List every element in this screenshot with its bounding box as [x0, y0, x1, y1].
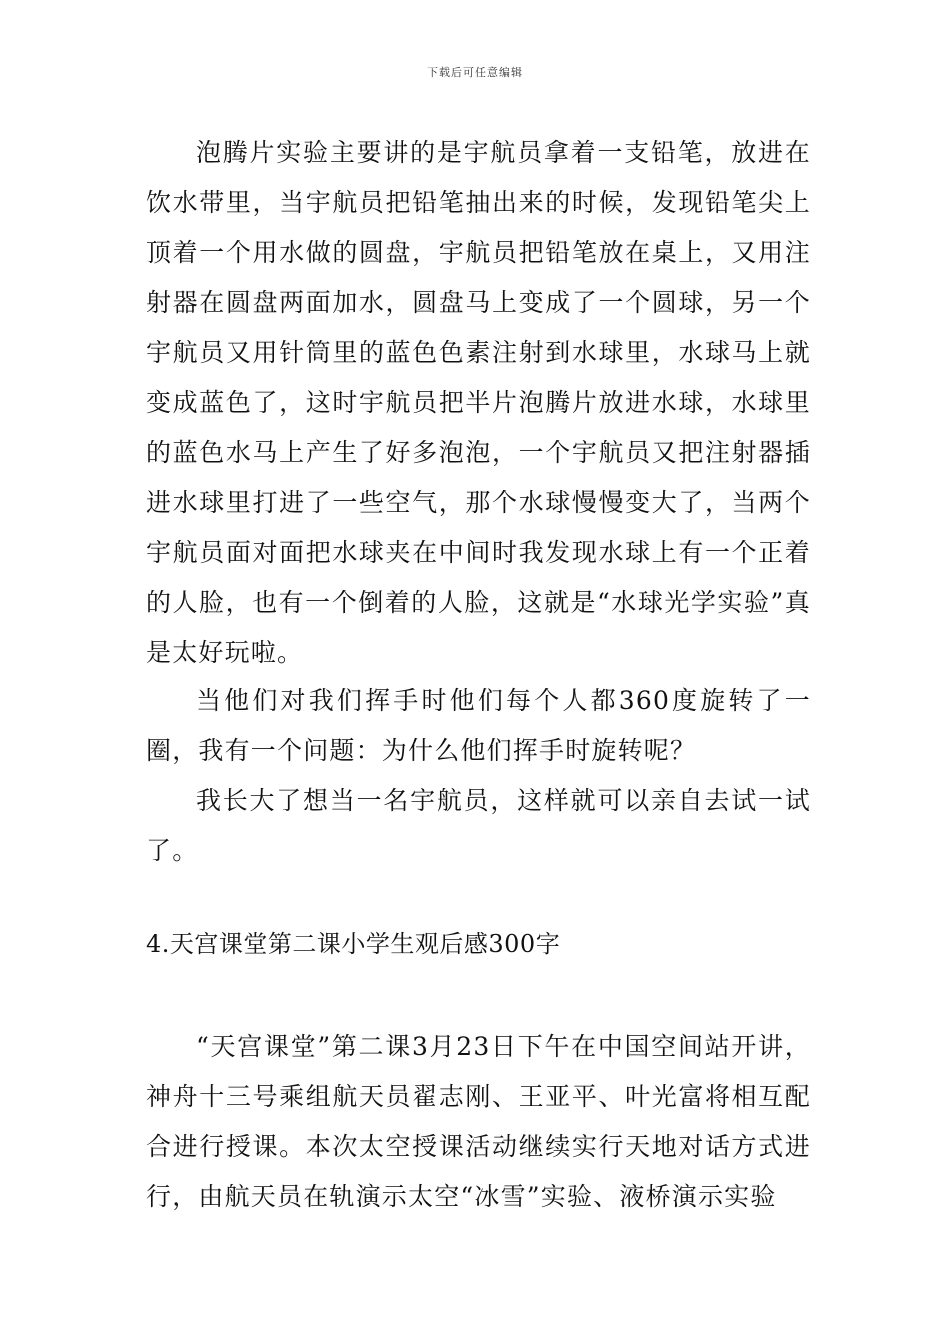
paragraph-effervescent-tablet-experiment: 泡腾片实验主要讲的是宇航员拿着一支铅笔，放进在饮水带里，当宇航员把铅笔抽出来的时候，发现铅笔尖上顶着一个用水做的圆盘，宇航员把铅笔放在桌上，又用注射器在圆盘两面加水，圆盘马上变成了一个圆球，另一个宇航员又用针筒里的蓝色色素注射到水球里，水球马上就变成蓝色了，这时宇航员把半片泡腾片放进水球，水球里的蓝色水马上产生了好多泡泡，一个宇航员又把注射器插进水球里打进了一些空气，那个水球慢慢变大了，当两个宇航员面对面把水球夹在中间时我发现水球上有一个正着的人脸，也有一个倒着的人脸，这就是“水球光学实验”真是太好玩啦。: [146, 138, 811, 667]
paragraph-future-astronaut-wish: 我长大了想当一名宇航员，这样就可以亲自去试一试了。: [146, 786, 811, 865]
section-heading: 4.天宫课堂第二课小学生观后感300字: [146, 930, 561, 958]
paragraph-tiangong-lesson-two: “天宫课堂”第二课3月23日下午在中国空间站开讲，神舟十三号乘组航天员翟志刚、王亚平、叶光富将相互配合进行授课。本次太空授课活动继续实行天地对话方式进行，由航天员在轨演示太空“冰雪”实验、液桥演示实验: [146, 1032, 811, 1211]
paragraph-astronaut-rotation-question: 当他们对我们挥手时他们每个人都360度旋转了一圈，我有一个问题：为什么他们挥手时旋转呢？: [146, 686, 811, 765]
page-header: 下载后可任意编辑: [427, 66, 523, 79]
